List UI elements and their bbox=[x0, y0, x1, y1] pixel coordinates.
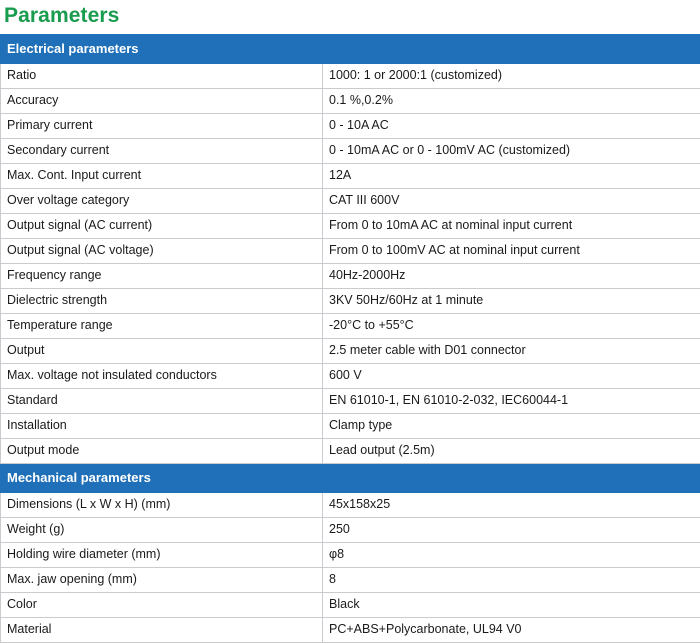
parameter-value: 0 - 10mA AC or 0 - 100mV AC (customized) bbox=[323, 139, 700, 164]
parameter-value: 2.5 meter cable with D01 connector bbox=[323, 339, 700, 364]
table-row bbox=[1, 364, 700, 389]
parameter-value: Black bbox=[323, 593, 700, 618]
parameter-label: Accuracy bbox=[1, 89, 323, 114]
parameter-label: Temperature range bbox=[1, 314, 323, 339]
parameter-label: Output signal (AC voltage) bbox=[1, 239, 323, 264]
parameter-value: 12A bbox=[323, 164, 700, 189]
parameter-label: Dimensions (L x W x H) (mm) bbox=[1, 493, 323, 518]
parameter-value: PC+ABS+Polycarbonate, UL94 V0 bbox=[323, 618, 700, 643]
section-header-row bbox=[1, 35, 700, 64]
table-row bbox=[1, 493, 700, 518]
section-header-label: Electrical parameters bbox=[1, 35, 700, 64]
parameter-label: Standard bbox=[1, 389, 323, 414]
parameter-label: Max. Cont. Input current bbox=[1, 164, 323, 189]
parameter-label: Primary current bbox=[1, 114, 323, 139]
table-row bbox=[1, 139, 700, 164]
section-header-row bbox=[1, 464, 700, 493]
section-header-label: Mechanical parameters bbox=[1, 464, 700, 493]
parameter-label: Output bbox=[1, 339, 323, 364]
parameter-value: φ8 bbox=[323, 543, 700, 568]
parameter-label: Holding wire diameter (mm) bbox=[1, 543, 323, 568]
parameter-label: Installation bbox=[1, 414, 323, 439]
table-row bbox=[1, 264, 700, 289]
parameter-value: 250 bbox=[323, 518, 700, 543]
table-row bbox=[1, 568, 700, 593]
page-title: Parameters bbox=[0, 0, 700, 34]
specifications-table bbox=[0, 34, 700, 643]
parameter-value: 3KV 50Hz/60Hz at 1 minute bbox=[323, 289, 700, 314]
parameter-value: 45x158x25 bbox=[323, 493, 700, 518]
parameter-label: Ratio bbox=[1, 64, 323, 89]
parameter-value: 8 bbox=[323, 568, 700, 593]
parameter-label: Max. jaw opening (mm) bbox=[1, 568, 323, 593]
table-row bbox=[1, 339, 700, 364]
table-row bbox=[1, 164, 700, 189]
table-row bbox=[1, 64, 700, 89]
parameter-value: -20°C to +55°C bbox=[323, 314, 700, 339]
parameter-value: EN 61010-1, EN 61010-2-032, IEC60044-1 bbox=[323, 389, 700, 414]
table-row bbox=[1, 389, 700, 414]
parameter-label: Weight (g) bbox=[1, 518, 323, 543]
parameter-label: Max. voltage not insulated conductors bbox=[1, 364, 323, 389]
specifications-table-body bbox=[1, 35, 700, 643]
table-row bbox=[1, 593, 700, 618]
parameter-label: Secondary current bbox=[1, 139, 323, 164]
table-row bbox=[1, 618, 700, 643]
table-row bbox=[1, 289, 700, 314]
table-row bbox=[1, 114, 700, 139]
parameter-value: From 0 to 100mV AC at nominal input current bbox=[323, 239, 700, 264]
parameter-value: 0 - 10A AC bbox=[323, 114, 700, 139]
parameter-label: Output mode bbox=[1, 439, 323, 464]
parameter-label: Material bbox=[1, 618, 323, 643]
table-row bbox=[1, 214, 700, 239]
table-row bbox=[1, 439, 700, 464]
parameter-label: Over voltage category bbox=[1, 189, 323, 214]
table-row bbox=[1, 189, 700, 214]
parameter-label: Color bbox=[1, 593, 323, 618]
parameter-value: Lead output (2.5m) bbox=[323, 439, 700, 464]
parameter-value: Clamp type bbox=[323, 414, 700, 439]
parameter-value: 0.1 %,0.2% bbox=[323, 89, 700, 114]
parameter-value: 600 V bbox=[323, 364, 700, 389]
table-row bbox=[1, 543, 700, 568]
table-row bbox=[1, 518, 700, 543]
table-row bbox=[1, 239, 700, 264]
parameter-label: Dielectric strength bbox=[1, 289, 323, 314]
parameter-value: 40Hz-2000Hz bbox=[323, 264, 700, 289]
parameter-value: From 0 to 10mA AC at nominal input current bbox=[323, 214, 700, 239]
parameter-value: 1000: 1 or 2000:1 (customized) bbox=[323, 64, 700, 89]
parameter-value: CAT III 600V bbox=[323, 189, 700, 214]
parameter-label: Frequency range bbox=[1, 264, 323, 289]
table-row bbox=[1, 89, 700, 114]
parameter-label: Output signal (AC current) bbox=[1, 214, 323, 239]
table-row bbox=[1, 314, 700, 339]
table-row bbox=[1, 414, 700, 439]
